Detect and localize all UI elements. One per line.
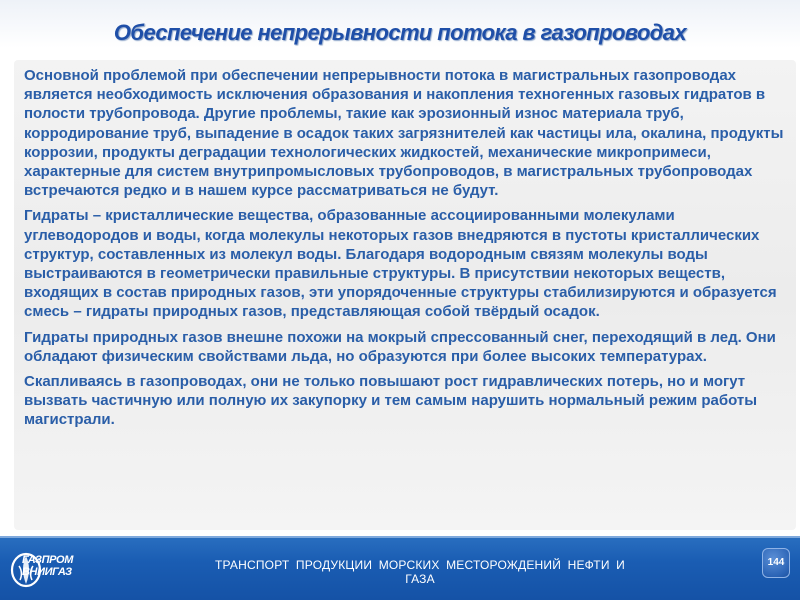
page-number: 144 [767,557,785,568]
paragraph: Гидраты природных газов внешне похожи на мокрый спрессованный снег, переходящий в лед. Они обладают физическим свойствами льда, но образуются при более высоких температурах. [24,328,776,365]
footer-divider [0,536,800,538]
slide-title: Обеспечение непрерывности потока в газопроводах [113,20,687,45]
page-number-badge [762,548,790,578]
paragraph: Скапливаясь в газопроводах, они не только повышают рост гидравлических потерь, но и могут вызвать частичную или полную их закупорку и тем самым нарушить нормальный режим работы магистрали. [24,373,758,429]
footer-caption: ТРАНСПОРТ ПРОДУКЦИИ МОРСКИХ МЕСТОРОЖДЕНИЙ НЕФТИ И ГАЗА [214,558,626,586]
logo-text: ГАЗПРОМ ВНИИГАЗ [22,554,73,578]
paragraph: Основной проблемой при обеспечении непрерывности потока в магистральных газопроводах является необходимость исключения образования и накопления техногенных газовых гидратов в полости трубопровода. Другие проблемы, такие как эрозионный износ материала труб, корродирование труб, выпадение в осадок таких загрязнителей как частицы ила, окалина, продукты коррозии, продукты деградации технологических жидкостей, механические микропримеси, характерные для систем внутрипромысловых трубопроводов, в магистральных трубопроводах встречаются редко и в нашем курсе рассматриваться не будут. [24,67,784,200]
slide-body [24,66,792,436]
paragraph: Гидраты – кристаллические вещества, образованные ассоциированными молекулами углеводородов и воды, когда молекулы некоторых газов внедряются в пустоты кристаллических структур, составленных из молекул воды. Благодаря водородным связям молекулы воды выстраиваются в геометрически правильные структуры. В присутствии некоторых веществ, входящих в состав природных газов, эти упорядоченные структуры стабилизируются и образуется смесь – гидраты природных газов, представляющая собой твёрдый осадок. [24,207,777,321]
gazprom-logo [10,546,74,590]
footer-bar [0,536,800,600]
